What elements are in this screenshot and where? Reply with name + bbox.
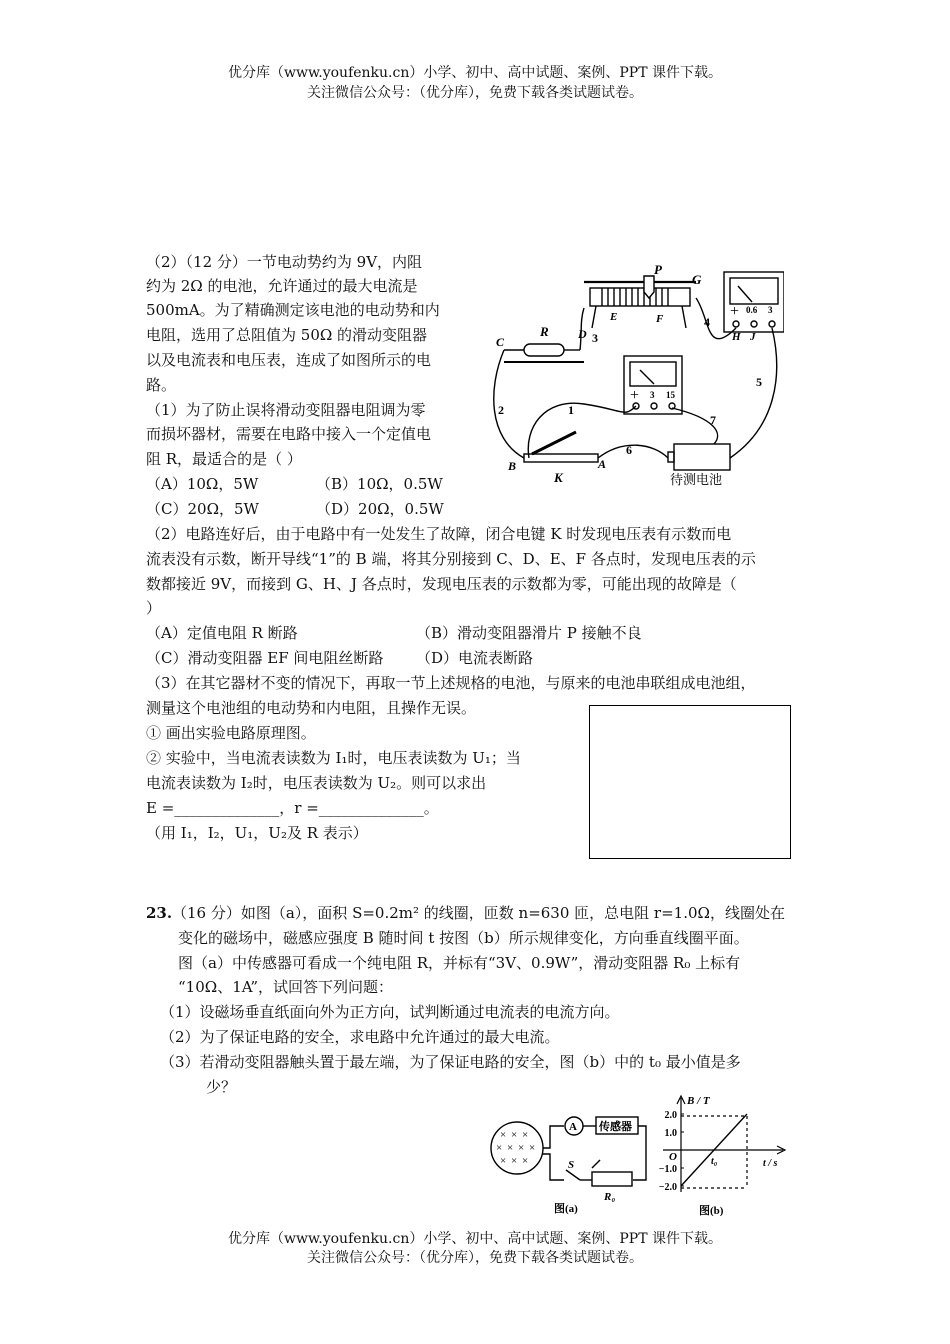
q22-p3-line-6: E =______________，r =______________。: [146, 799, 439, 817]
cross-4: ×: [496, 1142, 503, 1154]
q22-p2-line-1: （2）电路连好后，由于电路中有一处发生了故障，闭合电键 K 时发现电压表有示数而电: [146, 525, 732, 543]
origin-label: O: [669, 1151, 677, 1163]
q23-question-1: （1）设磁场垂直纸面向外为正方向，试判断通过电流表的电流方向。: [160, 1003, 620, 1021]
cross-6: ×: [518, 1142, 525, 1154]
rheostat-slider-p: [644, 276, 654, 298]
rheostat-body: [590, 288, 690, 306]
label-r: R: [540, 324, 549, 339]
label-h: H: [732, 331, 741, 343]
y-tick-label: 2.0: [664, 1110, 677, 1121]
header-line-2: 关注微信公众号：（优分库），免费下载各类试题试卷。: [307, 85, 643, 101]
label-f: F: [656, 313, 664, 325]
cross-3: ×: [522, 1129, 529, 1141]
wire-label-3: 3: [592, 331, 598, 345]
rheostat-leg-left: [592, 306, 596, 328]
voltmeter-scale-15: 15: [666, 390, 675, 400]
q23-number: 23.: [146, 904, 173, 922]
cross-2: ×: [511, 1129, 518, 1141]
q22-circuit-figure: [484, 258, 784, 494]
battery-label: 待测电池: [670, 472, 723, 487]
footer-line-2: 关注微信公众号：（优分库），免费下载各类试题试卷。: [307, 1250, 643, 1266]
switch-label: S: [568, 1159, 575, 1171]
ammeter-plus: +: [730, 303, 740, 320]
label-k: K: [554, 470, 563, 485]
cross-10: ×: [522, 1155, 529, 1167]
q22-p2-option-b: （B）滑动变阻器滑片 P 接触不良: [416, 624, 642, 642]
label-d: D: [578, 327, 587, 341]
cross-1: ×: [500, 1129, 507, 1141]
wire-label-5: 5: [756, 375, 762, 389]
t0-label: t₀: [711, 1156, 718, 1167]
voltmeter-terminal-3: [651, 403, 657, 409]
cross-7: ×: [529, 1142, 536, 1154]
wire-label-2: 2: [498, 403, 504, 417]
q23-figure-b-chart: [653, 1092, 793, 1216]
q22-p3-line-7: （用 I₁，I₂，U₁，U₂及 R 表示）: [146, 824, 368, 842]
q23-line-4: “10Ω、1A”，试回答下列问题：: [178, 978, 394, 996]
y-tick-label: −1.0: [658, 1164, 677, 1175]
q23-question-3-cont: 少？: [206, 1078, 237, 1096]
label-b: B: [508, 459, 517, 473]
label-g: G: [692, 272, 702, 287]
wire-label-6: 6: [626, 443, 632, 457]
q22-p1-line-1: （1）为了防止误将滑动变阻器电阻调为零: [146, 401, 426, 419]
q22-p3-line-3: ① 画出实验电路原理图。: [146, 724, 316, 742]
wire-label-1: 1: [568, 403, 574, 417]
ammeter-dial: [730, 278, 778, 304]
ammeter-label: A: [569, 1121, 577, 1133]
rheostat-r0: [592, 1172, 632, 1186]
wire-switch-to-coil: [543, 1154, 564, 1180]
battery-body: [674, 444, 730, 470]
q22-p1-line-3: 阻 R，最适合的是（ ）: [146, 450, 302, 468]
cross-8: ×: [500, 1155, 507, 1167]
label-p: P: [654, 262, 662, 277]
label-a: A: [598, 457, 607, 471]
ammeter-scale-06: 0.6: [746, 305, 758, 315]
ammeter-needle: [738, 286, 752, 302]
header-line-1: 优分库（www.youfenku.cn）小学、初中、高中试题、案例、PPT 课件下载。: [227, 65, 722, 81]
q22-intro-6: 路。: [146, 376, 177, 394]
q23-line-1: （16 分）如图（a），面积 S=0.2m² 的线圈，匝数 n=630 匝，总电阻 r=1.0Ω，线圈处在: [172, 904, 785, 922]
q22-p3-line-1: （3）在其它器材不变的情况下，再取一节上述规格的电池，与原来的电池串联组成电池组，: [146, 674, 756, 692]
rheostat-label: R₀: [604, 1191, 616, 1203]
q22-p2-option-a: （A）定值电阻 R 断路: [146, 624, 298, 642]
q22-intro-4: 电阻，选用了总阻值为 50Ω 的滑动变阻器: [146, 326, 428, 344]
q22-p3-line-4: ② 实验中，当电流表读数为 I₁时，电压表读数为 U₁；当: [146, 749, 521, 767]
y-tick-label: 1.0: [664, 1128, 677, 1139]
ammeter-terminal-06: [751, 321, 757, 327]
label-e: E: [610, 311, 618, 323]
rheostat-leg-right: [682, 306, 686, 328]
label-c: C: [496, 335, 505, 349]
switch-k-lever: [532, 432, 576, 454]
wire-label-7: 7: [710, 413, 716, 427]
y-axis-label: B / T: [687, 1095, 710, 1107]
fig-a-caption: 图(a): [554, 1203, 578, 1215]
voltmeter-needle: [640, 370, 654, 384]
cross-9: ×: [511, 1155, 518, 1167]
q23-question-3: （3）若滑动变阻器触头置于最左端，为了保证电路的安全，图（b）中的 t₀ 最小值是多: [160, 1053, 741, 1071]
coil-crosses: [496, 1129, 535, 1167]
ammeter-terminal-minus: [733, 321, 739, 327]
q22-p2-line-2: 流表没有示数，断开导线“1”的 B 端，将其分别接到 C、D、E、F 各点时，发现电压表的示: [146, 550, 756, 568]
q22-p3-line-5: 电流表读数为 I₂时，电压表读数为 U₂。则可以求出: [146, 774, 487, 792]
q23-line-2: 变化的磁场中，磁感应强度 B 随时间 t 按图（b）所示规律变化，方向垂直线圈平面。: [178, 929, 749, 947]
q22-p1-option-b: （B）10Ω，0.5W: [316, 475, 443, 493]
wire-coil-to-ammeter: [543, 1126, 564, 1148]
wire-label-4: 4: [704, 315, 710, 329]
circuit-drawing-box[interactable]: [589, 705, 791, 859]
q22-intro-2: 约为 2Ω 的电池，允许通过的最大电流是: [146, 277, 418, 295]
q22-intro-3: 500mA。为了精确测定该电池的电动势和内: [146, 301, 440, 319]
sensor-label: 传感器: [599, 1121, 632, 1133]
resistor-r: [524, 344, 564, 356]
footer-line-1: 优分库（www.youfenku.cn）小学、初中、高中试题、案例、PPT 课件下载。: [227, 1231, 722, 1247]
voltmeter-plus: +: [630, 387, 640, 404]
q22-p1-option-a: （A）10Ω，5W: [146, 475, 259, 493]
voltmeter-scale-3: 3: [650, 390, 655, 400]
wire-5: [730, 328, 777, 458]
q23-line-3: 图（a）中传感器可看成一个纯电阻 R，并标有“3V、0.9W”，滑动变阻器 R₀ 上标有: [178, 954, 741, 972]
q22-p2-option-c: （C）滑动变阻器 EF 间电阻丝断路: [146, 649, 384, 667]
q22-p2-line-4: ）: [146, 599, 162, 617]
q22-p1-option-d: （D）20Ω，0.5W: [316, 500, 444, 518]
q22-p3-line-2: 测量这个电池组的电动势和内电阻，且操作无误。: [146, 699, 477, 717]
q22-p1-line-2: 而损坏器材，需要在电路中接入一个定值电: [146, 425, 432, 443]
wire-6: [598, 445, 668, 458]
q22-p2-line-3: 数都接近 9V，而接到 G、H、J 各点时，发现电压表的示数都为零，可能出现的故障是（: [146, 575, 737, 593]
fig-b-caption: 图(b): [699, 1205, 724, 1216]
q22-intro-1: （2）（12 分）一节电动势约为 9V，内阻: [146, 253, 423, 271]
rheostat-slider: [592, 1160, 600, 1168]
q22-p2-option-d: （D）电流表断路: [416, 649, 534, 667]
q22-p1-option-c: （C）20Ω，5W: [146, 500, 259, 518]
rheostat-coil: [602, 288, 668, 306]
label-j: J: [750, 331, 756, 343]
x-axis-label: t / s: [763, 1158, 778, 1169]
wire-1: [528, 403, 636, 458]
switch-k-base: [524, 454, 598, 462]
ammeter-terminal-3: [769, 321, 775, 327]
q22-intro-5: 以及电流表和电压表，连成了如图所示的电: [146, 351, 432, 369]
y-tick-label: −2.0: [658, 1182, 677, 1193]
q23-question-2: （2）为了保证电路的安全，求电路中允许通过的最大电流。: [160, 1028, 560, 1046]
switch-blade: [566, 1170, 580, 1180]
ammeter-scale-3: 3: [768, 305, 773, 315]
q23-figure-a: [488, 1108, 653, 1218]
cross-5: ×: [507, 1142, 514, 1154]
